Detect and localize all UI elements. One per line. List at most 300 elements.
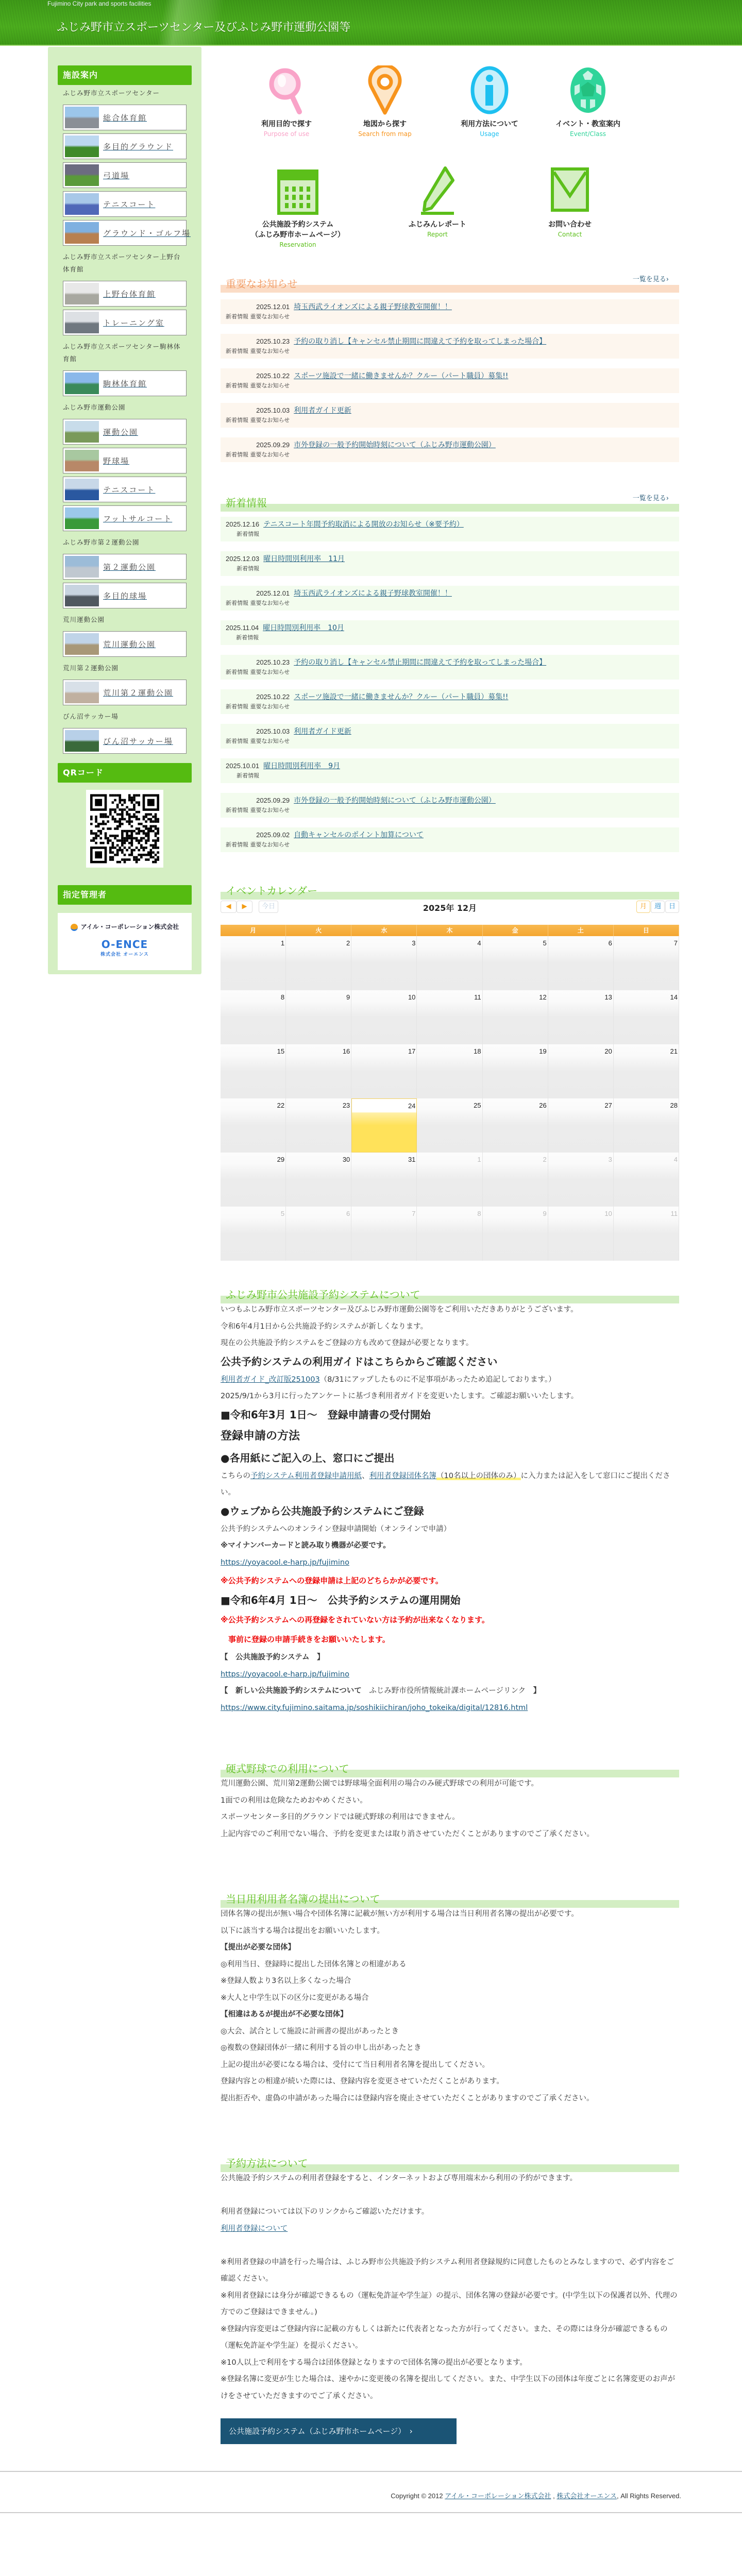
warning-text (221, 1610, 679, 1630)
event-calendar (221, 896, 679, 1261)
facility-thumbnail-image (65, 507, 99, 529)
calendar-day[interactable]: 31 (351, 1153, 417, 1207)
paragraph (221, 1990, 679, 2007)
mail-icon (521, 166, 619, 215)
item-categories: 新着情報 (237, 531, 260, 537)
facility-thumbnail-image (65, 682, 99, 703)
footer-divider (0, 2512, 742, 2513)
item-title-link[interactable]: 市外登録の一般予約開始時刻について（ふじみ野市運動公園） (294, 796, 496, 805)
info-icon (441, 65, 538, 115)
item-categories: 新着情報 重要なお知らせ (226, 738, 290, 744)
facility-link[interactable] (63, 631, 187, 657)
item-title-link[interactable]: 予約の取り消し【キャンセル禁止期間に間違えて予約を取ってしまった場合】 (294, 658, 547, 667)
calendar-day[interactable]: 11 (614, 1207, 679, 1261)
quick-link-contact[interactable] (521, 166, 619, 239)
item-title-link[interactable]: 市外登録の一般予約開始時刻について（ふじみ野市運動公園） (294, 441, 496, 449)
news-item (221, 586, 679, 611)
item-title-link[interactable]: 埼玉西武ライオンズによる親子野球教室開催！！ (294, 303, 452, 311)
calendar-day[interactable]: 17 (351, 1044, 417, 1098)
news-item (221, 551, 679, 576)
calendar-day[interactable]: 10 (351, 990, 417, 1044)
paragraph (221, 2204, 679, 2221)
calendar-day[interactable]: 10 (548, 1207, 614, 1261)
oence-logo[interactable]: O-ENCE 株式会社 オーエンス (100, 938, 149, 957)
subheading (221, 1448, 679, 1468)
facility-link-label: びん沼サッカー場 (103, 736, 173, 746)
calendar-day[interactable]: 1 (221, 936, 286, 990)
facility-link[interactable] (63, 162, 187, 188)
facility-link[interactable] (63, 448, 187, 473)
facility-link[interactable] (63, 680, 187, 705)
facility-link[interactable] (63, 583, 187, 608)
calendar-day[interactable]: 29 (221, 1153, 286, 1207)
text: ※10人以上で利用をする場合は団体登録となりますので団体名簿の提出が必要となります。 (221, 2358, 527, 2367)
quick-link-event-class[interactable] (539, 65, 637, 139)
facility-link[interactable] (63, 105, 187, 130)
item-meta (226, 520, 259, 539)
facility-link-label: 第２運動公園 (103, 562, 156, 572)
text: 令和6年4月1日から公共施設予約システムが新しくなります。 (221, 1322, 428, 1331)
facility-thumbnail-image (65, 222, 99, 244)
item-date: 2025.12.16 (226, 520, 260, 528)
text: 、 (362, 1471, 369, 1480)
item-date: 2025.10.22 (256, 372, 290, 380)
bold-text: 【提出が必要な団体】 (221, 1943, 295, 1952)
reservation-system-button[interactable]: 公共施設予約システム（ふじみ野市ホームページ） › (221, 2418, 457, 2444)
calendar-day[interactable]: 2 (286, 936, 351, 990)
text: 公共施設予約システムの利用者登録をすると、インターネットおよび専用端末から利用の予約ができます。 (221, 2174, 578, 2182)
item-date: 2025.10.01 (226, 762, 260, 770)
text: 登録内容との相違が続いた際には、登録内容を変更させていただくことがあります。 (221, 2077, 504, 2086)
calendar-weekday-header: 金 (483, 925, 548, 936)
facility-link[interactable] (63, 728, 187, 754)
text: 公共予約システムの利用ガイドはこちらからご確認ください (221, 1355, 498, 1368)
calendar-day[interactable]: 12 (483, 990, 548, 1044)
site-header (0, 0, 742, 46)
inline-link[interactable]: 利用者登録について (221, 2224, 288, 2233)
calendar-toolbar (221, 896, 679, 922)
facility-thumbnail-image (65, 450, 99, 471)
item-categories: 新着情報 (237, 772, 260, 779)
calendar-day[interactable]: 1 (417, 1153, 482, 1207)
facility-heading: 施設案内 (58, 65, 192, 85)
item-date: 2025.10.03 (256, 727, 290, 735)
paragraph (221, 1388, 679, 1405)
item-date: 2025.10.23 (256, 337, 290, 345)
bold-text: 】 (533, 1687, 541, 1695)
text: 上記内容でのご利用でない場合、予約を変更または取り消させていただくことがありますのでご了承ください。 (221, 1829, 594, 1838)
calendar-day[interactable]: 20 (548, 1044, 614, 1098)
paragraph (221, 2187, 679, 2204)
facility-thumbnail-image (65, 107, 99, 128)
news-item (221, 689, 679, 714)
calendar-day[interactable]: 8 (417, 1207, 482, 1261)
facility-link-label: 多目的球場 (103, 591, 147, 601)
item-categories: 新着情報 重要なお知らせ (226, 382, 290, 389)
facility-link[interactable] (63, 505, 187, 531)
notices-item (221, 334, 679, 359)
item-categories: 新着情報 重要なお知らせ (226, 669, 290, 675)
calendar-icon (249, 166, 347, 215)
facility-link-label: 荒川第２運動公園 (103, 688, 174, 698)
item-title-link[interactable]: 埼玉西武ライオンズによる親子野球教室開催！！ (294, 589, 452, 598)
calendar-day[interactable]: 2 (483, 1153, 548, 1207)
paragraph (221, 2237, 679, 2254)
facility-group-label: ふじみ野市立スポーツセンター駒林体育館 (63, 343, 181, 363)
paragraph (221, 1809, 679, 1826)
quick-link-purpose-of-use[interactable] (238, 65, 335, 139)
facility-link[interactable] (63, 281, 187, 307)
paragraph (221, 1700, 679, 1717)
text: 団体名簿の提出が無い場合や団体名簿に記載が無い方が利用する場合は当日利用者名簿の提出が必要です。 (221, 1910, 579, 1918)
qr-code-image (86, 790, 163, 868)
section-heading (221, 1283, 679, 1303)
quick-link-label: 利用方法について (461, 120, 518, 128)
facility-group-label: ふじみ野市運動公園 (63, 403, 126, 411)
calendar-day[interactable]: 5 (483, 936, 548, 990)
calendar-heading: イベントカレンダー (221, 879, 679, 900)
calendar-weekday-header: 水 (351, 925, 417, 936)
item-categories: 新着情報 (237, 565, 260, 572)
news-item (221, 793, 679, 818)
calendar-day[interactable]: 6 (286, 1207, 351, 1261)
calendar-day[interactable]: 3 (548, 1153, 614, 1207)
text: ◎利用当日、登録時に提出した団体名簿との相違がある (221, 1960, 407, 1969)
facility-group-label: びん沼サッカー場 (63, 713, 119, 720)
text: スポーツセンター多目的グラウンドでは硬式野球の利用はできません。 (221, 1813, 460, 1821)
calendar-day[interactable]: 4 (614, 1153, 679, 1207)
calendar-day[interactable]: 8 (221, 990, 286, 1044)
subheading (221, 1405, 679, 1425)
section-body (221, 2170, 679, 2404)
facility-thumbnail-image (65, 421, 99, 443)
calendar-day[interactable]: 6 (548, 936, 614, 990)
paragraph (221, 1775, 679, 1792)
calendar-grid (221, 925, 679, 1261)
text: ※利用者登録には身分が確認できるもの（運転免許証や学生証）の提示、団体名簿の登録が必要です。(中学生以下の保護者以外、代理の方でのご登録はできません。) (221, 2291, 678, 2316)
item-categories: 新着情報 重要なお知らせ (226, 417, 290, 423)
notices-item (221, 368, 679, 393)
item-title-link[interactable]: 曜日時間別利用率 9月 (263, 762, 340, 770)
quick-link-sublabel: Event/Class (570, 130, 606, 138)
subheading (221, 1501, 679, 1521)
text: こちらの (221, 1471, 250, 1480)
calendar-view-day[interactable]: 日 (665, 901, 679, 913)
text: ふじみ野市役所情報統計課ホームページリンク (369, 1687, 533, 1695)
item-categories: 新着情報 重要なお知らせ (226, 451, 290, 458)
news-item (221, 517, 679, 541)
calendar-day[interactable]: 26 (483, 1098, 548, 1153)
news-item (221, 827, 679, 852)
calendar-view-month[interactable]: 月 (636, 901, 650, 913)
paragraph (221, 2170, 679, 2187)
calendar-day[interactable]: 3 (351, 936, 417, 990)
paragraph (221, 1649, 679, 1666)
facility-group-label: 荒川第２運動公園 (63, 664, 119, 672)
quick-link-label: ふじみんレポート (409, 221, 466, 229)
calendar-month-title: 2025年 12月 (423, 903, 477, 913)
calendar-day[interactable]: 30 (286, 1153, 351, 1207)
paragraph (221, 2287, 679, 2321)
calendar-day[interactable]: 4 (417, 936, 482, 990)
news-list (221, 517, 679, 862)
calendar-day[interactable]: 13 (548, 990, 614, 1044)
calendar-day[interactable]: 16 (286, 1044, 351, 1098)
quick-link-reservation[interactable] (249, 166, 347, 249)
text: 以下に該当する場合は提出をお願いいたします。 (221, 1926, 384, 1935)
notices-list (221, 299, 679, 472)
section-body (221, 1906, 679, 2107)
paragraph (221, 1301, 679, 1318)
text: ※公共予約システムへの登録申請は上記のどちらかが必要です。 (221, 1576, 443, 1585)
news-view-all-link[interactable]: 一覧を見る› (632, 495, 669, 502)
paragraph (221, 1521, 679, 1538)
paragraph (221, 1906, 679, 1923)
section-body (221, 1775, 679, 1842)
quick-link-report[interactable] (389, 166, 486, 239)
facility-link-label: フットサルコート (103, 514, 173, 523)
facility-group-label: ふじみ野市第２運動公園 (63, 538, 140, 546)
item-title-link[interactable]: 利用者ガイド更新 (294, 727, 351, 736)
news-heading: 新着情報 一覧を見る› (221, 491, 679, 512)
manager-heading: 指定管理者 (58, 885, 192, 905)
facility-thumbnail-image (65, 556, 99, 578)
news-item (221, 620, 679, 645)
item-title-link[interactable]: スポーツ施設で一緒に働きませんか？クルー（パート職員）募集!! (294, 693, 509, 701)
quick-link-sublabel: Report (427, 231, 448, 238)
facility-thumbnail-image (65, 135, 99, 157)
facility-link[interactable] (63, 220, 191, 246)
inline-link[interactable]: 利用者ガイド_改訂版251003 (221, 1375, 320, 1384)
text: 荒川運動公園、荒川第2運動公園では野球場全面利用の場合のみ硬式野球での利用が可能です。 (221, 1780, 539, 1788)
quick-link-sublabel: Reservation (279, 241, 316, 248)
facility-thumbnail-image (65, 633, 99, 655)
item-meta (226, 692, 290, 712)
calendar-today-button[interactable]: 今日 (259, 901, 278, 913)
facility-group-label: ふじみ野市立スポーツセンター (63, 89, 160, 97)
footer-link-aile[interactable]: アイル・コーポレーション株式会社 (445, 2492, 551, 2500)
aile-corporation-logo[interactable]: アイル・コーポレーション株式会社 (58, 922, 192, 931)
calendar-weekday-header: 月 (221, 925, 286, 936)
subheading (221, 1590, 679, 1610)
text: 利用者登録については以下のリンクからご確認いただけます。 (221, 2208, 429, 2216)
warning-text (221, 1630, 679, 1649)
item-title-link[interactable]: 曜日時間別利用率 11月 (263, 555, 345, 563)
text: （8/31にアップしたものに不足事項があったため追記しております。） (319, 1375, 556, 1384)
calendar-view-week[interactable]: 週 (651, 901, 665, 913)
item-title-link[interactable]: 利用者ガイド更新 (294, 406, 351, 415)
item-meta (226, 371, 290, 391)
facility-link[interactable] (63, 133, 187, 159)
section-body (221, 1301, 679, 1716)
facility-link-label: 弓道場 (103, 171, 130, 180)
paragraph (221, 2254, 679, 2287)
text: 公共予約システムへのオンライン登録申請開始（オンラインで申請） (221, 1524, 451, 1533)
calendar-next-button[interactable]: ▶ (237, 901, 252, 913)
calendar-day[interactable]: 23 (286, 1098, 351, 1153)
calendar-weekday-header: 火 (286, 925, 351, 936)
bold-text: 【 新しい公共施設予約システムについて (221, 1687, 369, 1695)
notices-item (221, 403, 679, 428)
item-meta (226, 796, 290, 816)
quick-link-search-from-map[interactable] (336, 65, 434, 139)
item-title-link[interactable]: テニスコート年間予約取消による開放のお知らせ（※要予約） (263, 520, 464, 529)
calendar-day[interactable]: 21 (614, 1044, 679, 1098)
text: ※公共予約システムへの再登録をされていない方は予約が出来なくなります。 (221, 1615, 490, 1624)
facility-thumbnail-image (65, 585, 99, 606)
inline-link[interactable]: 利用者登録団体名簿 (369, 1471, 437, 1480)
calendar-weekday-header: 木 (417, 925, 482, 936)
text: ■令和6年4月 1日～ 公共予約システムの運用開始 (221, 1594, 461, 1606)
quick-link-usage[interactable] (441, 65, 538, 139)
item-categories: 新着情報 重要なお知らせ (226, 703, 290, 710)
item-date: 2025.10.23 (256, 658, 290, 666)
facility-link[interactable] (63, 370, 187, 396)
notices-view-all-link[interactable]: 一覧を見る› (632, 276, 669, 283)
item-meta (226, 440, 290, 460)
paragraph (221, 1371, 679, 1388)
paragraph (221, 2073, 679, 2090)
calendar-prev-button[interactable]: ◀ (221, 901, 237, 913)
text: ◎大会、試合として施設に計画書の提出があったとき (221, 2027, 399, 2036)
item-date: 2025.10.22 (256, 693, 290, 701)
facility-link-label: テニスコート (103, 199, 156, 209)
text: 提出拒否や、虚偽の申請があった場合には登録内容を廃止させていただくことがありますのでご了承ください。 (221, 2094, 594, 2103)
section-heading (221, 1757, 679, 1777)
quick-link-sublabel: Purpose of use (263, 130, 310, 138)
facility-link[interactable] (63, 310, 187, 335)
calendar-day[interactable]: 5 (221, 1207, 286, 1261)
item-categories: 新着情報 重要なお知らせ (226, 313, 290, 320)
notices-item (221, 299, 679, 324)
section-heading-title: 当日用利用者名簿の提出について (226, 1893, 380, 1905)
calendar-weekday-header: 日 (614, 925, 679, 936)
paragraph (221, 1973, 679, 1990)
paragraph (221, 1826, 679, 1843)
facility-link[interactable] (63, 419, 187, 445)
calendar-day[interactable]: 22 (221, 1098, 286, 1153)
item-meta (226, 658, 290, 677)
text: ■令和6年3月 1日～ 登録申請書の受付開始 (221, 1408, 431, 1421)
soccer-ball-icon (539, 65, 637, 115)
section-heading-title: 硬式野球での利用について (226, 1762, 349, 1775)
item-meta (226, 406, 290, 426)
item-title-link[interactable]: 予約の取り消し【キャンセル禁止期間に間違えて予約を取ってしまった場合】 (294, 337, 547, 346)
item-title-link[interactable]: 自動キャンセルのポイント加算について (294, 831, 424, 839)
paragraph (221, 1939, 679, 1956)
calendar-day[interactable]: 25 (417, 1098, 482, 1153)
facility-link[interactable] (63, 554, 187, 580)
magnifier-icon (238, 65, 335, 115)
text: ●各用紙にご記入の上、窓口にご提出 (221, 1451, 395, 1464)
facility-link-label: 上野台体育館 (103, 289, 156, 299)
facility-thumbnail-image (65, 479, 99, 500)
item-categories: 新着情報 (236, 634, 259, 641)
paragraph (221, 1666, 679, 1683)
text: 事前に登録の申請手続きをお願いいたします。 (221, 1635, 390, 1644)
inline-link[interactable]: https://yoyacool.e-harp.jp/fujimino (221, 1558, 349, 1567)
manager-logos[interactable] (58, 913, 192, 970)
bold-text: 【 公共施設予約システム 】 (221, 1653, 325, 1662)
footer-divider (0, 2471, 742, 2472)
paragraph (221, 1956, 679, 1973)
subheading (221, 1352, 679, 1371)
item-categories: 新着情報 重要なお知らせ (226, 807, 290, 814)
item-meta (226, 554, 259, 574)
site-title[interactable]: ふじみ野市立スポーツセンター及びふじみ野市運動公園等 (57, 21, 351, 34)
item-categories: 新着情報 重要なお知らせ (226, 600, 290, 606)
text: 2025/9/1から3月に行ったアンケートに基づき利用者ガイドを変更いたします。ご確認お願いいたします。 (221, 1392, 579, 1400)
calendar-day[interactable]: 11 (417, 990, 482, 1044)
highlighted-text: （10名以上の団体のみ） (436, 1471, 521, 1480)
paragraph (221, 1468, 679, 1501)
inline-link[interactable]: https://www.city.fujimino.saitama.jp/soshikiichiran/joho_tokeika/digital/12816.html (221, 1703, 528, 1712)
facility-link[interactable] (63, 477, 187, 502)
calendar-day[interactable]: 28 (614, 1098, 679, 1153)
calendar-day[interactable]: 9 (483, 1207, 548, 1261)
calendar-day[interactable]: 18 (417, 1044, 482, 1098)
item-meta (226, 831, 290, 850)
text: 登録申請の方法 (221, 1429, 300, 1443)
facility-link-label: 多目的グラウンド (103, 142, 174, 151)
item-title-link[interactable]: 曜日時間別利用率 10月 (263, 624, 344, 632)
inline-link[interactable]: 予約システム利用者登録申請用紙 (250, 1471, 362, 1480)
facility-nav (58, 85, 192, 754)
section-heading-title: ふじみ野市公共施設予約システムについて (226, 1289, 420, 1301)
paragraph (221, 2006, 679, 2023)
item-date: 2025.11.04 (226, 624, 259, 632)
inline-link[interactable]: https://yoyacool.e-harp.jp/fujimino (221, 1670, 349, 1679)
calendar-day-today[interactable]: 24 (351, 1098, 417, 1153)
calendar-day[interactable]: 27 (548, 1098, 614, 1153)
item-title-link[interactable]: スポーツ施設で一緒に働きませんか？クルー（パート職員）募集!! (294, 372, 509, 380)
facility-link-label: 駒林体育館 (103, 379, 147, 388)
qr-heading: QRコード (58, 763, 192, 783)
quick-link-label: 公共施設予約システム （ふじみ野市ホームページ） (251, 221, 345, 239)
footer-link-oence[interactable]: 株式会社オーエンス (556, 2492, 617, 2500)
item-categories: 新着情報 重要なお知らせ (226, 348, 290, 354)
calendar-day[interactable]: 14 (614, 990, 679, 1044)
facility-group-label: 荒川運動公園 (63, 616, 105, 623)
facility-thumbnail-image (65, 283, 99, 304)
facility-thumbnail-image (65, 730, 99, 752)
item-meta (226, 761, 259, 781)
item-categories: 新着情報 重要なお知らせ (226, 841, 290, 848)
calendar-day[interactable]: 19 (483, 1044, 548, 1098)
facility-link-label: テニスコート (103, 485, 156, 495)
calendar-day[interactable]: 9 (286, 990, 351, 1044)
item-date: 2025.09.29 (256, 441, 290, 449)
facility-link[interactable] (63, 191, 187, 217)
item-meta (226, 302, 290, 322)
paragraph (221, 2090, 679, 2107)
paragraph (221, 2023, 679, 2040)
calendar-day[interactable]: 7 (614, 936, 679, 990)
item-date: 2025.09.02 (256, 831, 290, 839)
calendar-day[interactable]: 15 (221, 1044, 286, 1098)
text: ※登録人数より3名以上多くなった場合 (221, 1977, 351, 1985)
aile-logo-icon (71, 924, 78, 931)
quick-link-label: イベント・教室案内 (555, 120, 620, 128)
news-item (221, 758, 679, 783)
facility-link-label: 荒川運動公園 (103, 639, 156, 649)
subheading (221, 1425, 679, 1448)
quick-link-label: お問い合わせ (548, 221, 592, 229)
bold-text: 【相違はあるが提出が不必要な団体】 (221, 2010, 348, 2019)
map-pin-icon (336, 65, 434, 115)
facility-link-label: グラウンド・ゴルフ場 (103, 228, 191, 238)
calendar-day[interactable]: 7 (351, 1207, 417, 1261)
